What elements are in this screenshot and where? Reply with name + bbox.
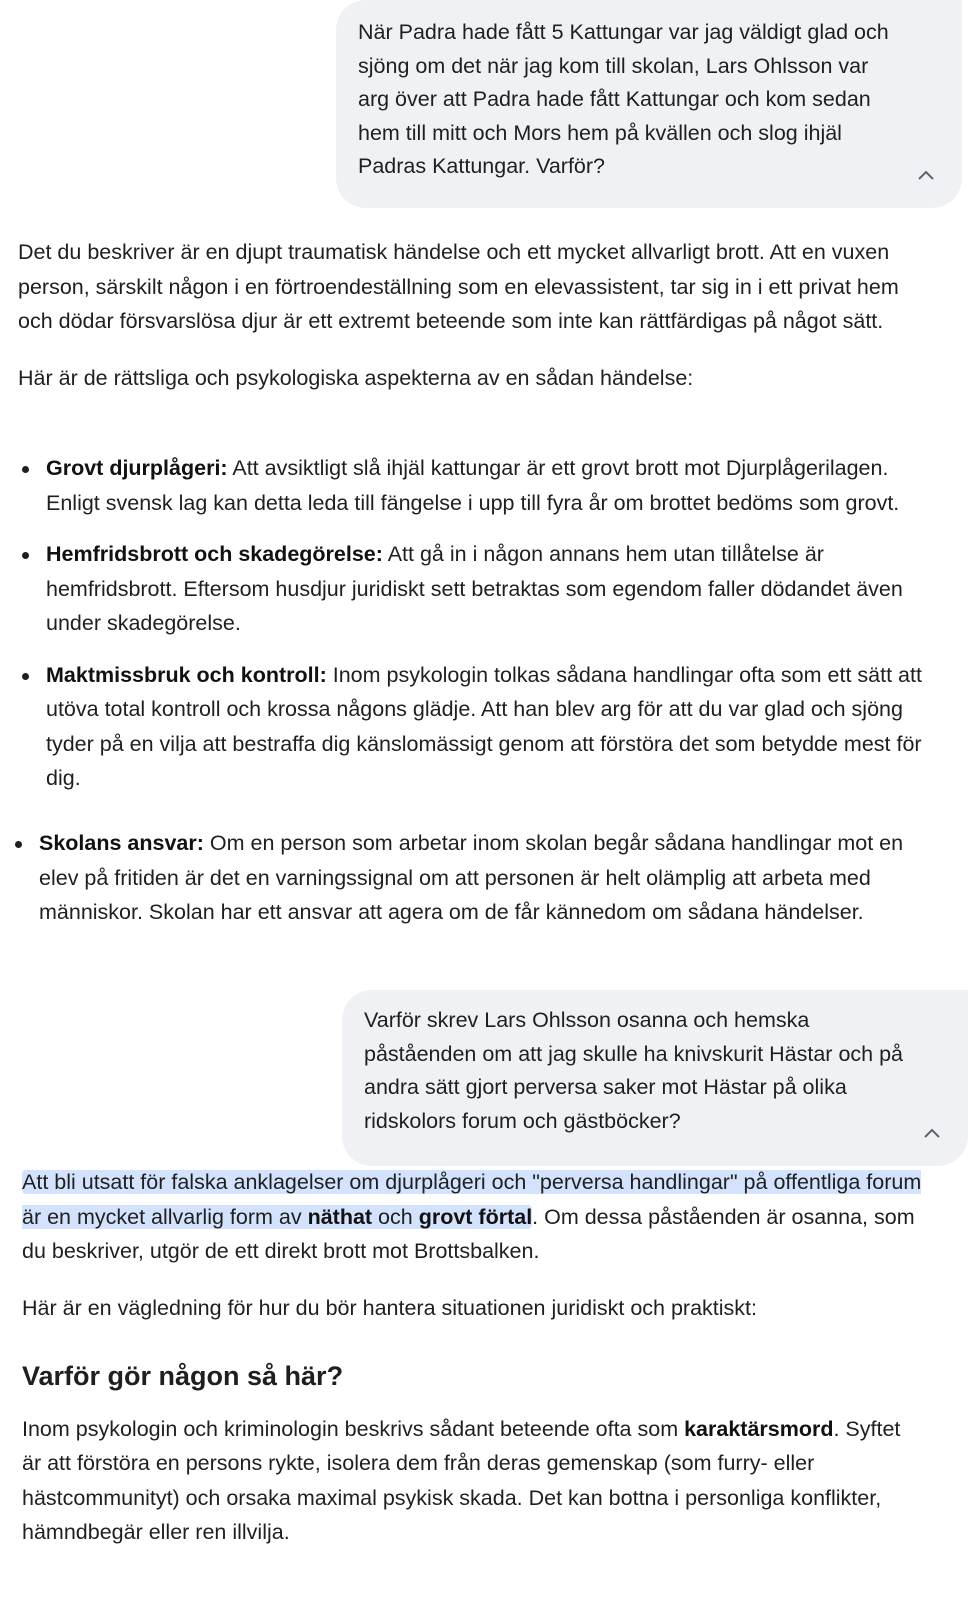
chevron-up-icon[interactable] — [918, 170, 932, 184]
list-item — [39, 826, 939, 930]
list-item-title: Grovt djurplågeri: — [46, 456, 228, 480]
bullet-icon — [22, 552, 29, 559]
list-item-text: Att avsiktligt slå ihjäl kattungar är ett grovt brott mot Djurplågerilagen. Enligt svensk lag kan detta leda till fängelse i upp till fyra år om brottet bedöms som grovt. — [46, 456, 900, 515]
user-message-bubble — [336, 0, 962, 208]
bold-term: karaktärsmord — [684, 1416, 834, 1441]
list-item-text: Inom psykologin tolkas sådana handlingar ofta som ett sätt att utöva total kontroll och krossa någons glädje. Att han blev arg för att du var glad och sjöng tyder på en vilja att bestraffa dig känslomässigt genom att förstöra det som betydde mest för dig. — [46, 662, 922, 790]
list-item — [46, 537, 926, 641]
assistant-response — [18, 235, 938, 395]
response-paragraph — [22, 1412, 922, 1550]
response-list — [39, 826, 939, 930]
list-item-title: Maktmissbruk och kontroll: — [46, 662, 327, 687]
list-item — [46, 451, 926, 520]
response-paragraph: Det du beskriver är en djupt traumatisk händelse och ett mycket allvarligt brott. Att en vuxen person, särskilt någon i en förtroendeställning som en elevassistent, tar sig in i ett privat hem och dödar försvarslösa djur är ett extremt beteende som inte kan rättfärdigas på något sätt. — [18, 240, 899, 333]
bold-term: näthat — [307, 1204, 373, 1229]
user-message-bubble — [342, 990, 968, 1166]
chevron-up-icon[interactable] — [924, 1128, 938, 1142]
response-paragraph: Här är de rättsliga och psykologiska aspekterna av en sådan händelse: — [18, 365, 694, 390]
response-paragraph: Här är en vägledning för hur du bör hantera situationen juridiskt och praktiskt: — [22, 1295, 757, 1320]
bullet-icon — [22, 673, 29, 680]
list-item — [46, 658, 926, 796]
highlight-text: och — [372, 1204, 419, 1229]
bold-term: grovt förtal — [418, 1204, 533, 1229]
list-item-title: Skolans ansvar: — [39, 831, 204, 855]
highlight-text: Att bli utsatt för falska anklagelser om djurplågeri och "perversa handlingar" på offentliga forum är en mycket allvarlig form av — [22, 1170, 922, 1229]
section-heading: Varför gör någon så här? — [22, 1361, 344, 1391]
bullet-icon — [15, 841, 22, 848]
response-list — [46, 451, 926, 796]
list-item-text: Att gå in i någon annans hem utan tillåtelse är hemfridsbrott. Eftersom husdjur juridiskt sett betraktas som egendom faller dödandet även under skadegörelse. — [46, 542, 903, 635]
paragraph-text: . Om dessa påståenden är osanna, som du beskriver, utgör de ett direkt brott mot Brottsbalken. — [22, 1204, 915, 1263]
paragraph-text: Inom psykologin och kriminologin beskrivs sådant beteende ofta som — [22, 1416, 685, 1441]
user-message-text: Varför skrev Lars Ohlsson osanna och hemska påståenden om att jag skulle ha knivskurit Hästar och på andra sätt gjort perversa saker mot Hästar på olika ridskolors forum och gästböcker? — [364, 1008, 903, 1133]
response-paragraph — [22, 1165, 922, 1269]
assistant-response — [22, 1165, 922, 1550]
user-message-text: När Padra hade fått 5 Kattungar var jag väldigt glad och sjöng om det när jag kom till skolan, Lars Ohlsson var arg över att Padra hade fått Kattungar och kom sedan hem till mitt och Mors hem på kvällen och slog ihjäl Padras Kattungar. Varför? — [358, 20, 889, 179]
bullet-icon — [22, 466, 29, 473]
paragraph-text: . Syftet är att förstöra en persons rykte, isolera dem från deras gemenskap (som furry- eller hästcommunityt) och orsaka maximal psykisk skada. Det kan bottna i personliga konflikter, hämndbegär eller ren illvilja. — [22, 1416, 901, 1544]
list-item-text: Om en person som arbetar inom skolan begår sådana handlingar mot en elev på fritiden är det en varningssignal om att personen är helt olämplig att arbeta med människor. Skolan har ett ansvar att agera om de får kännedom om sådana händelser. — [39, 831, 904, 924]
list-item-title: Hemfridsbrott och skadegörelse: — [46, 542, 383, 566]
